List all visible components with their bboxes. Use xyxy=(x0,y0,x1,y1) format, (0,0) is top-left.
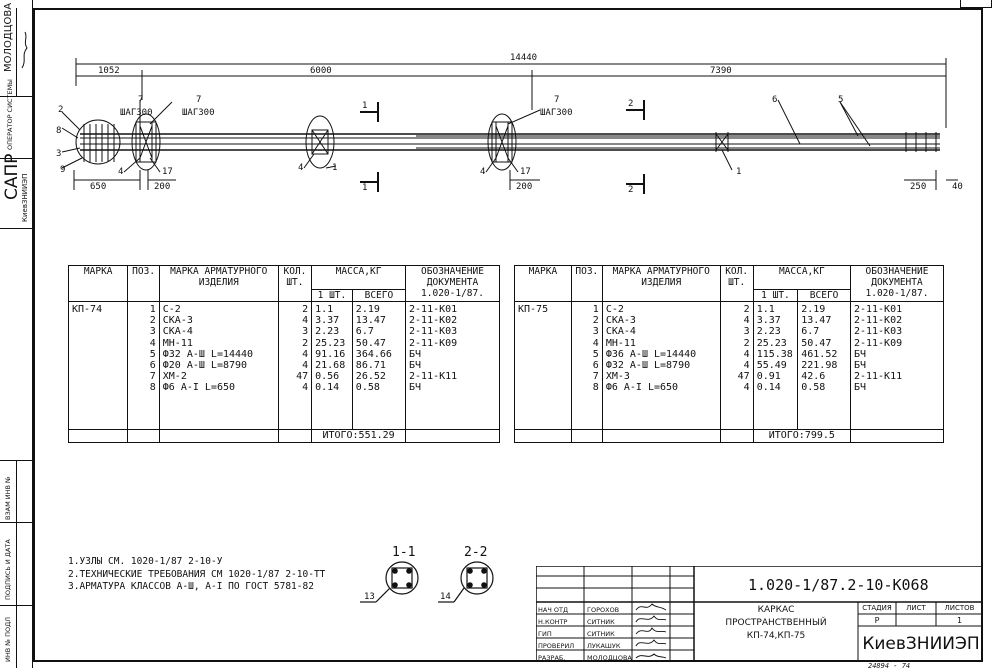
cell-doc: БЧ xyxy=(853,360,866,372)
person-name: ЛУКАШУК xyxy=(587,642,621,650)
col-mass: МАССА,КГ xyxy=(753,266,850,290)
cell-item: Ф36 А-Ш L=14440 xyxy=(605,348,697,360)
stamp-operator: ОПЕРАТОР СИСТЕМЫ xyxy=(6,79,14,150)
cell-one: 0.91 xyxy=(756,371,781,383)
pos-label: 17 xyxy=(162,167,173,177)
cell-total: 364.66 xyxy=(355,348,392,360)
cell-one: 1.1 xyxy=(315,304,334,315)
section-pos-13: 13 xyxy=(364,592,375,602)
cell-kol: 4 xyxy=(743,348,750,360)
note-item: 2.ТЕХНИЧЕСКИЕ ТРЕБОВАНИЯ СМ 1020-1/87 2-10-ТТ xyxy=(68,568,326,580)
stamp-sapr: САПР xyxy=(2,153,22,200)
cell-doc: 2-11-К09 xyxy=(409,337,458,349)
sheets-header: ЛИСТОВ xyxy=(944,604,975,612)
cell-kol: 4 xyxy=(743,360,750,372)
pos-label: 6 xyxy=(772,95,778,105)
cell-kol: 2 xyxy=(302,304,309,315)
step-label-right: ШАГ300 xyxy=(540,108,573,118)
cell-poz: 5 xyxy=(592,348,599,360)
cell-one: 115.38 xyxy=(756,348,793,360)
table-marka: КП-74 xyxy=(69,302,128,430)
cell-doc: 2-11-К02 xyxy=(853,315,903,327)
cell-item: Ф20 А-Ш L=8790 xyxy=(162,360,248,372)
cell-total: 50.47 xyxy=(801,337,832,349)
table-itogo: ИТОГО:551.29 xyxy=(312,430,406,443)
cell-total: 50.47 xyxy=(355,337,386,349)
role-label: Н.КОНТР xyxy=(538,618,568,626)
col-one: 1 ШТ. xyxy=(753,290,798,302)
cell-poz: 3 xyxy=(592,326,599,338)
cell-kol: 47 xyxy=(737,371,750,383)
cell-kol: 4 xyxy=(743,382,750,394)
cell-kol: 2 xyxy=(302,337,309,349)
frame-drawing xyxy=(40,40,980,210)
dim-650: 650 xyxy=(90,182,107,192)
cell-kol: 4 xyxy=(302,348,309,360)
col-mass: МАССА,КГ xyxy=(312,266,406,290)
pos-label: 1 xyxy=(736,167,742,177)
cell-poz: 7 xyxy=(149,371,156,383)
cell-item: Ф6 А-I L=650 xyxy=(162,382,236,394)
section-details xyxy=(360,540,500,606)
pos-label: 2 xyxy=(58,105,64,115)
cell-item: СКА-4 xyxy=(605,326,636,338)
pos-label: 4 xyxy=(118,167,124,177)
stage-value: Р xyxy=(874,616,880,625)
side-stamp-strip xyxy=(0,0,33,668)
pos-label: 7 xyxy=(554,95,560,105)
notes xyxy=(68,556,325,594)
cell-doc: 2-11-К02 xyxy=(409,315,458,327)
stamp-inv-vzam: ВЗАМ ИНВ № xyxy=(4,476,12,520)
pos-label: 3 xyxy=(56,149,62,159)
col-doc: ОБОЗНАЧЕНИЕ ДОКУМЕНТА 1.020-1/87. xyxy=(850,266,943,302)
cell-poz: 3 xyxy=(149,326,156,338)
cell-one: 55.49 xyxy=(756,360,787,372)
person-name: СИТНИК xyxy=(587,630,615,638)
cell-item: СКА-3 xyxy=(162,315,193,327)
pos-label: 9 xyxy=(60,165,66,175)
section-mark: 2 xyxy=(628,99,634,109)
cell-doc: 2-11-К09 xyxy=(853,337,903,349)
cell-doc: БЧ xyxy=(409,382,422,394)
page-number-box xyxy=(960,0,992,8)
org-logo: КиевЗНИИЭП xyxy=(862,634,980,654)
cell-kol: 3 xyxy=(302,326,309,338)
stamp-sign-date: ПОДПИСЬ И ДАТА xyxy=(4,539,12,600)
bottom-code: 24894 - 74 xyxy=(868,662,911,670)
note-item: 3.АРМАТУРА КЛАССОВ А-Ш, А-I ПО ГОСТ 5781-82 xyxy=(68,581,314,592)
cell-item: МН-11 xyxy=(605,337,636,349)
title-block xyxy=(536,566,983,662)
dim-7390: 7390 xyxy=(710,66,732,76)
cell-doc: БЧ xyxy=(853,348,866,360)
cell-one: 25.23 xyxy=(756,337,787,349)
pos-label: 7 xyxy=(138,95,144,105)
cell-poz: 7 xyxy=(592,371,599,383)
step-label-left-2: ШАГ300 xyxy=(182,108,215,118)
dim-200-left: 200 xyxy=(154,182,171,192)
cell-total: 221.98 xyxy=(801,360,838,372)
document-code: 1.020-1/87.2-10-К068 xyxy=(748,576,929,594)
col-item: МАРКА АРМАТУРНОГО ИЗДЕЛИЯ xyxy=(159,266,278,302)
section-pos-14: 14 xyxy=(440,592,451,602)
col-kol: КОЛ. ШТ. xyxy=(278,266,311,302)
cell-item: ХМ-3 xyxy=(605,371,630,383)
cell-kol: 2 xyxy=(743,304,750,315)
pos-label: 1 xyxy=(332,163,338,173)
pos-label: 4 xyxy=(298,163,304,173)
role-label: РАЗРАБ. xyxy=(538,654,566,662)
cell-item: Ф32 А-Ш L=14440 xyxy=(162,348,254,360)
cell-total: 461.52 xyxy=(801,348,838,360)
stamp-org: КиевЗНИИЭП xyxy=(21,173,29,222)
cell-kol: 4 xyxy=(302,382,309,394)
cell-kol: 4 xyxy=(743,315,750,327)
col-kol: КОЛ. ШТ. xyxy=(720,266,753,302)
pos-label: 7 xyxy=(196,95,202,105)
section-mark: 2 xyxy=(628,185,634,195)
cell-item: Ф6 А-I L=650 xyxy=(605,382,679,394)
section-title-1: 1-1 xyxy=(392,545,416,560)
cell-total: 2.19 xyxy=(801,304,826,315)
cell-poz: 8 xyxy=(592,382,599,394)
cell-poz: 1 xyxy=(149,304,156,315)
cell-item: СКА-3 xyxy=(605,315,636,327)
stamp-inv-podl: ИНВ № ПОДЛ xyxy=(4,616,12,662)
cell-one: 2.23 xyxy=(756,326,781,338)
role-label: НАЧ ОТД xyxy=(538,606,569,614)
col-one: 1 ШТ. xyxy=(312,290,353,302)
cell-item: Ф32 А-Ш L=8790 xyxy=(605,360,691,372)
signature-mark xyxy=(19,30,31,70)
person-name: МОЛОДЦОВА xyxy=(587,654,632,662)
person-name: СИТНИК xyxy=(587,618,615,626)
cell-one: 25.23 xyxy=(315,337,346,349)
cell-poz: 2 xyxy=(149,315,156,327)
cell-doc: 2-11-К01 xyxy=(853,304,903,315)
cell-doc: 2-11-К03 xyxy=(853,326,903,338)
cell-item: С-2 xyxy=(162,304,181,315)
cell-poz: 8 xyxy=(149,382,156,394)
cell-kol: 4 xyxy=(302,360,309,372)
col-total: ВСЕГО xyxy=(798,290,851,302)
spec-table-kp75 xyxy=(514,265,944,443)
cell-kol: 3 xyxy=(743,326,750,338)
person-name: ГОРОХОВ xyxy=(587,606,620,614)
dim-1052: 1052 xyxy=(98,66,120,76)
cell-total: 0.58 xyxy=(801,382,826,394)
stage-header: СТАДИЯ xyxy=(862,604,892,612)
pos-label: 4 xyxy=(480,167,486,177)
cell-doc: 2-11-К11 xyxy=(853,371,903,383)
col-item: МАРКА АРМАТУРНОГО ИЗДЕЛИЯ xyxy=(602,266,720,302)
cell-poz: 5 xyxy=(149,348,156,360)
dim-250: 250 xyxy=(910,182,927,192)
cell-doc: 2-11-К03 xyxy=(409,326,458,338)
cell-one: 91.16 xyxy=(315,348,346,360)
pos-label: 17 xyxy=(520,167,531,177)
pos-label: 5 xyxy=(838,95,844,105)
cell-poz: 6 xyxy=(592,360,599,372)
section-title-2: 2-2 xyxy=(464,545,488,560)
dim-40: 40 xyxy=(952,182,963,192)
drawing-title: КАРКАС ПРОСТРАНСТВЕННЫЙ КП-74,КП-75 xyxy=(725,605,827,641)
section-mark: 1 xyxy=(362,183,368,193)
col-poz: ПОЗ. xyxy=(128,266,159,302)
step-label-left: ШАГ300 xyxy=(120,108,153,118)
role-label: ГИП xyxy=(538,630,552,638)
stamp-name: МОЛОДЦОВА xyxy=(3,2,14,72)
cell-total: 86.71 xyxy=(355,360,386,372)
cell-kol: 4 xyxy=(302,315,309,327)
cell-doc: 2-11-К11 xyxy=(409,371,458,383)
cell-poz: 1 xyxy=(592,304,599,315)
col-total: ВСЕГО xyxy=(352,290,405,302)
cell-doc: 2-11-К01 xyxy=(409,304,458,315)
cell-item: С-2 xyxy=(605,304,624,315)
cell-poz: 2 xyxy=(592,315,599,327)
cell-poz: 4 xyxy=(149,337,156,349)
cell-total: 42.6 xyxy=(801,371,826,383)
dim-total: 14440 xyxy=(510,53,538,63)
cell-total: 13.47 xyxy=(801,315,832,327)
cell-doc: БЧ xyxy=(409,360,422,372)
cell-total: 26.52 xyxy=(355,371,386,383)
cell-one: 3.37 xyxy=(315,315,340,327)
note-item: 1.УЗЛЫ СМ. 1020-1/87 2-10-У xyxy=(68,556,223,567)
col-marka: МАРКА xyxy=(69,266,128,302)
sheet-header: ЛИСТ xyxy=(906,604,926,612)
role-label: ПРОВЕРИЛ xyxy=(538,642,575,650)
cell-one: 3.37 xyxy=(756,315,781,327)
cell-one: 1.1 xyxy=(756,304,775,315)
cell-item: МН-11 xyxy=(162,337,193,349)
cell-poz: 4 xyxy=(592,337,599,349)
cell-item: СКА-4 xyxy=(162,326,193,338)
cell-total: 0.58 xyxy=(355,382,380,394)
pos-label: 8 xyxy=(56,126,62,136)
cell-total: 13.47 xyxy=(355,315,386,327)
cell-kol: 47 xyxy=(296,371,309,383)
cell-one: 0.14 xyxy=(315,382,340,394)
section-mark: 1 xyxy=(362,101,368,111)
table-itogo: ИТОГО:799.5 xyxy=(753,430,850,443)
cell-poz: 6 xyxy=(149,360,156,372)
cell-one: 2.23 xyxy=(315,326,340,338)
cell-doc: БЧ xyxy=(409,348,422,360)
cell-total: 6.7 xyxy=(355,326,374,338)
cell-total: 2.19 xyxy=(355,304,380,315)
cell-total: 6.7 xyxy=(801,326,820,338)
cell-kol: 2 xyxy=(743,337,750,349)
cell-one: 21.68 xyxy=(315,360,346,372)
cell-item: ХМ-2 xyxy=(162,371,187,383)
table-marka: КП-75 xyxy=(515,302,572,430)
sheets-value: 1 xyxy=(956,616,963,625)
col-doc: ОБОЗНАЧЕНИЕ ДОКУМЕНТА 1.020-1/87. xyxy=(406,266,500,302)
cell-one: 0.56 xyxy=(315,371,340,383)
dim-6000: 6000 xyxy=(310,66,332,76)
cell-one: 0.14 xyxy=(756,382,781,394)
col-marka: МАРКА xyxy=(515,266,572,302)
spec-table-kp74 xyxy=(68,265,500,443)
col-poz: ПОЗ. xyxy=(571,266,602,302)
dim-200-right: 200 xyxy=(516,182,533,192)
cell-doc: БЧ xyxy=(853,382,866,394)
